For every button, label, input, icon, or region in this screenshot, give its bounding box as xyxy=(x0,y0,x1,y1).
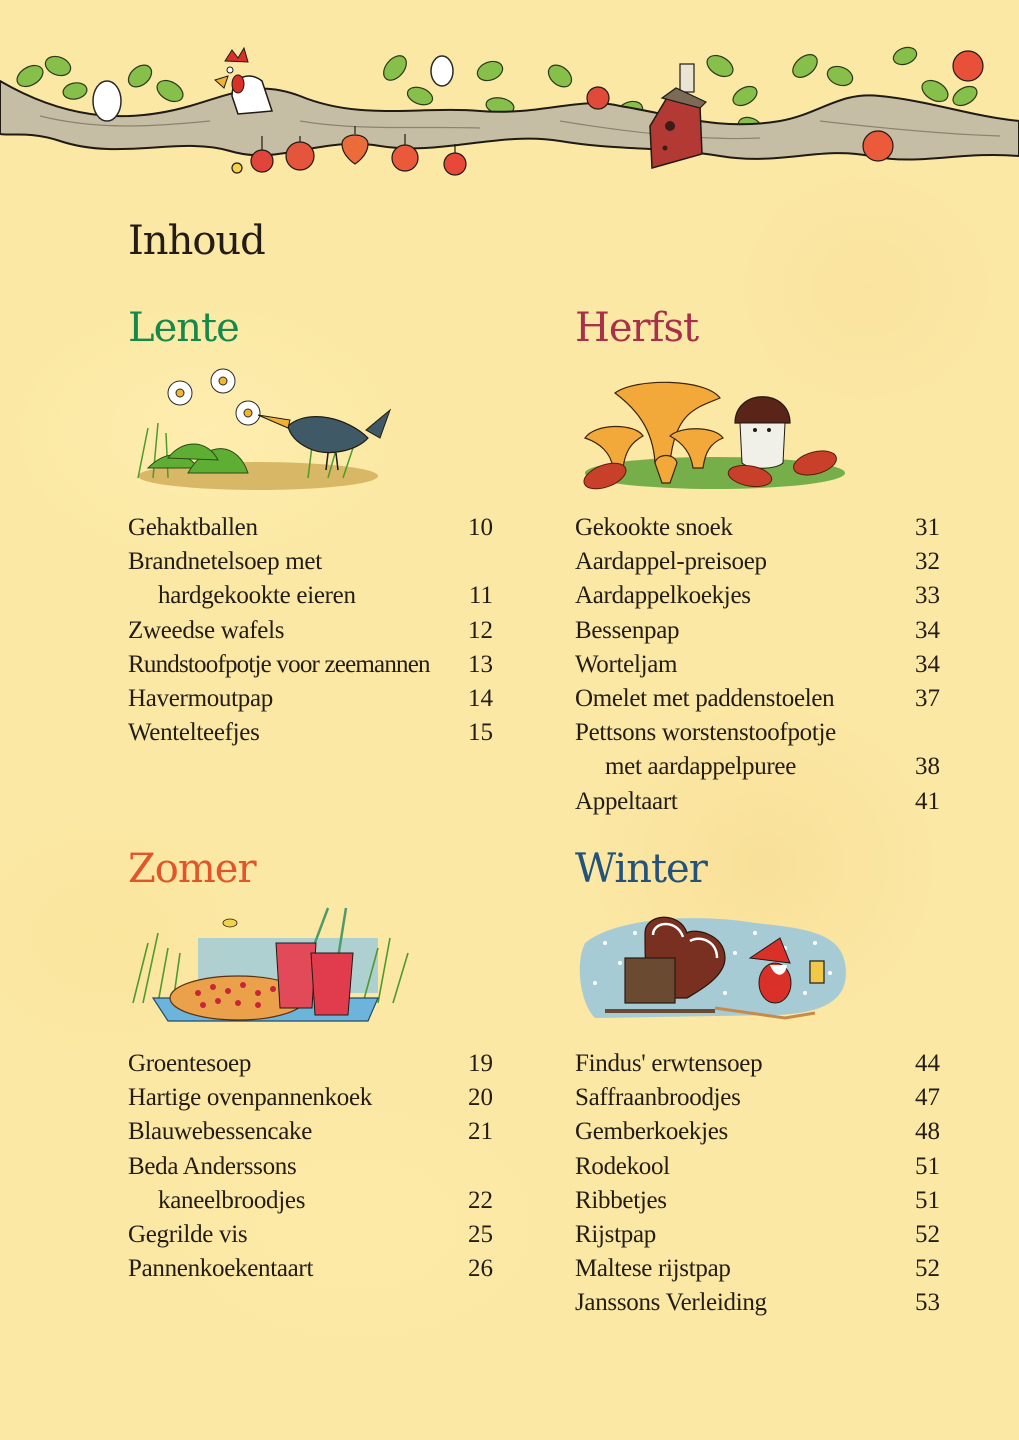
season-section-lente xyxy=(128,304,498,747)
anemone-flowers-and-blackbird-icon xyxy=(128,368,418,498)
page-number: 41 xyxy=(915,787,940,815)
berry-pancake-and-juice-on-tray-icon xyxy=(128,903,418,1033)
toc-entry[interactable]: Bessenpap 34 xyxy=(575,614,940,648)
toc-entry[interactable]: met aardappelpuree 38 xyxy=(575,750,940,784)
recipe-list-lente xyxy=(128,511,493,750)
page-number: 19 xyxy=(468,1050,493,1077)
page-number: 20 xyxy=(468,1084,493,1112)
page-number: 33 xyxy=(915,582,940,610)
page-number: 11 xyxy=(468,582,493,610)
toc-entry[interactable]: Hartige ovenpannenkoek 20 xyxy=(128,1081,493,1115)
toc-entry[interactable]: Maltese rijstpap 52 xyxy=(575,1252,940,1286)
recipe-list-winter xyxy=(575,1047,940,1321)
page-number: 22 xyxy=(468,1186,493,1214)
toc-entry[interactable]: Beda Anderssons xyxy=(128,1152,297,1180)
toc-entry[interactable]: Ribbetjes 51 xyxy=(575,1184,940,1218)
season-section-zomer xyxy=(128,845,498,1283)
page-number: 37 xyxy=(915,685,940,713)
toc-entry[interactable]: Omelet met paddenstoelen 37 xyxy=(575,682,940,716)
toc-entry[interactable]: Saffraanbroodjes 47 xyxy=(575,1081,940,1115)
toc-entry[interactable]: Rijstpap 52 xyxy=(575,1218,940,1252)
toc-entry[interactable]: Gegrilde vis 25 xyxy=(128,1218,493,1252)
page-number: 34 xyxy=(915,650,940,678)
page-number: 32 xyxy=(915,548,940,576)
toc-entry[interactable]: Brandnetelsoep met xyxy=(128,548,322,576)
season-section-winter xyxy=(575,845,945,1317)
toc-entry[interactable]: Rodekool 51 xyxy=(575,1150,940,1184)
toc-entry[interactable]: Wentelteefjes 15 xyxy=(128,716,493,750)
page-number: 25 xyxy=(468,1221,493,1249)
toc-entry[interactable]: Gehaktballen 10 xyxy=(128,511,493,545)
toc-entry[interactable]: Aardappel-preisoep 32 xyxy=(575,545,940,579)
page-number: 10 xyxy=(468,514,493,541)
gingerbread-heart-sled-and-gnome-icon xyxy=(575,903,865,1033)
toc-entry[interactable]: kaneelbroodjes 22 xyxy=(128,1184,493,1218)
season-title-winter: Winter xyxy=(575,846,707,892)
page-number: 21 xyxy=(468,1118,493,1146)
page-number: 53 xyxy=(915,1289,940,1317)
toc-entry[interactable]: Findus' erwtensoep 44 xyxy=(575,1047,940,1081)
recipe-list-herfst xyxy=(575,511,940,819)
toc-entry[interactable]: Aardappelkoekjes 33 xyxy=(575,579,940,613)
season-title-herfst: Herfst xyxy=(575,305,699,351)
toc-entry[interactable]: Rundstoofpotje voor zeemannen 13 xyxy=(128,648,493,682)
toc-entry[interactable]: Appeltaart 41 xyxy=(575,785,940,819)
page-number: 44 xyxy=(915,1050,940,1077)
chanterelles-and-porcini-mushroom-icon xyxy=(575,368,865,498)
page-number: 47 xyxy=(915,1084,940,1112)
page-number: 52 xyxy=(915,1255,940,1283)
page-number: 51 xyxy=(915,1152,940,1180)
toc-entry[interactable]: Gemberkoekjes 48 xyxy=(575,1115,940,1149)
toc-entry[interactable]: Blauwebessencake 21 xyxy=(128,1115,493,1149)
toc-entry[interactable]: Janssons Verleiding 53 xyxy=(575,1286,940,1320)
toc-entry[interactable]: hardgekookte eieren 11 xyxy=(128,579,493,613)
page-number: 38 xyxy=(915,753,940,781)
page-number: 31 xyxy=(915,514,940,541)
page-title: Inhoud xyxy=(128,218,265,264)
toc-entry[interactable]: Pannenkoekentaart 26 xyxy=(128,1252,493,1286)
season-title-lente: Lente xyxy=(128,305,239,351)
apple-branch-illustration xyxy=(0,36,1019,176)
season-title-zomer: Zomer xyxy=(128,846,256,892)
toc-entry[interactable]: Worteljam 34 xyxy=(575,648,940,682)
page-number: 34 xyxy=(915,616,940,644)
toc-entry[interactable]: Pettsons worstenstoofpotje xyxy=(575,719,836,747)
page-number: 51 xyxy=(915,1186,940,1214)
toc-entry[interactable]: Gekookte snoek 31 xyxy=(575,511,940,545)
season-section-herfst xyxy=(575,304,945,815)
page-number: 15 xyxy=(468,719,493,747)
page-number: 12 xyxy=(468,616,493,644)
toc-entry[interactable]: Groentesoep 19 xyxy=(128,1047,493,1081)
recipe-list-zomer xyxy=(128,1047,493,1286)
page-number: 13 xyxy=(468,650,493,678)
page-number: 48 xyxy=(915,1118,940,1146)
page-number: 26 xyxy=(468,1255,493,1283)
toc-entry[interactable]: Zweedse wafels 12 xyxy=(128,614,493,648)
page-number: 14 xyxy=(468,685,493,713)
toc-entry[interactable]: Havermoutpap 14 xyxy=(128,682,493,716)
page-number: 52 xyxy=(915,1221,940,1249)
